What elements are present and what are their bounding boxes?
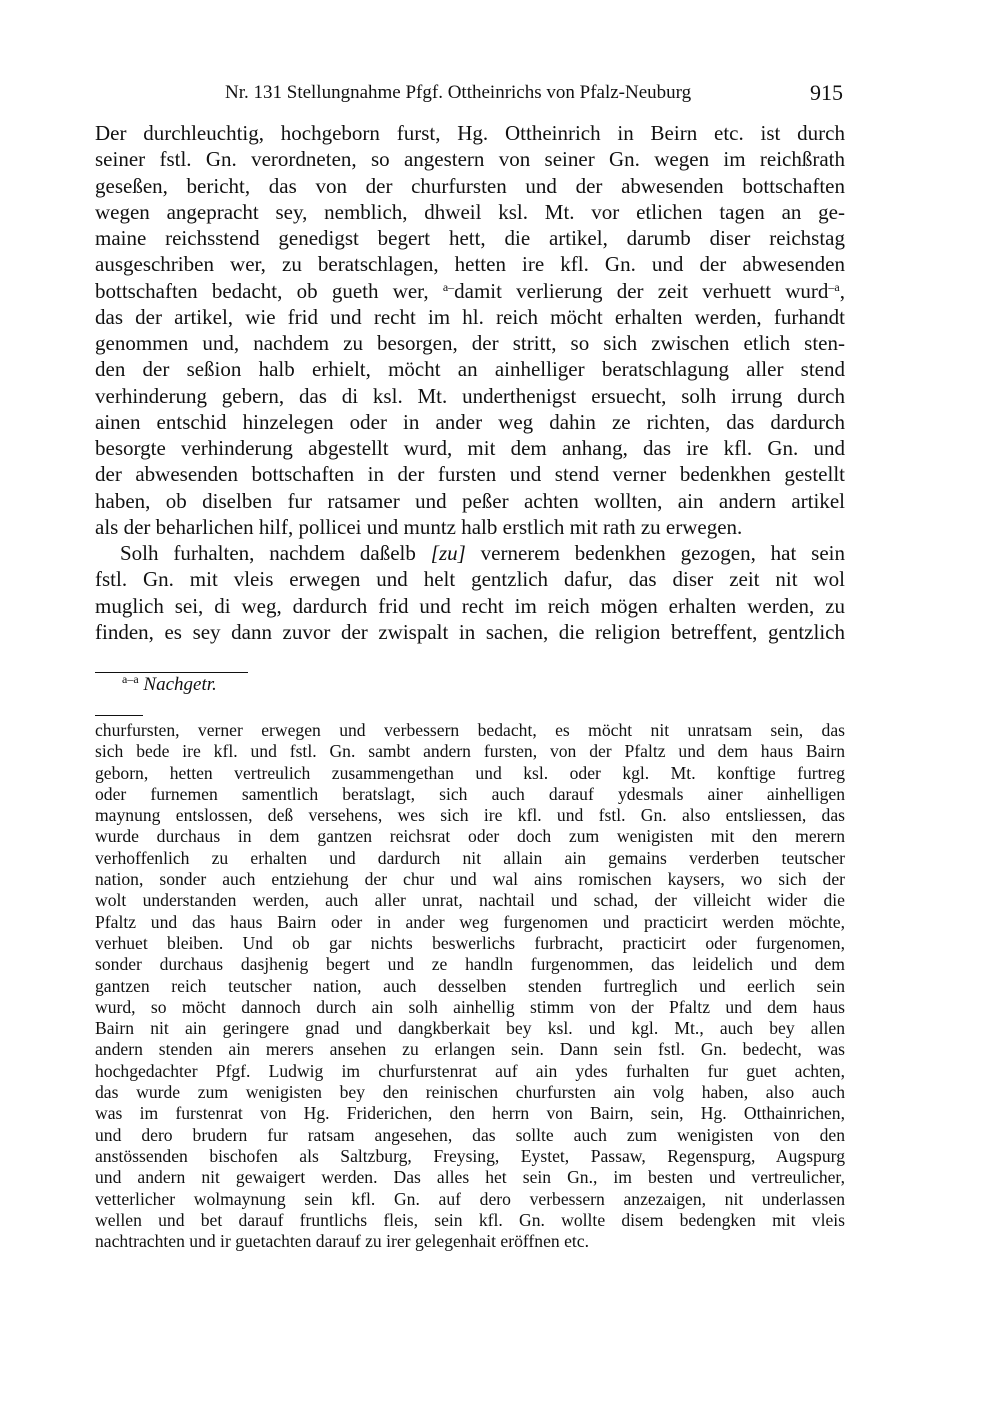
note-line: das wurde zum wenigisten bey den reinischen churfursten ain volg haben, also auch: [95, 1082, 845, 1103]
note-line: hochgedachter Pfgf. Ludwig im churfurstenrat auf ain ydes furhalten fur guet achten,: [95, 1060, 845, 1081]
footnote-text: Nachgetr.: [143, 674, 217, 695]
note-line: geborn, hetten vertreulich zusammengethan und ksl. oder kgl. Mt. konftige furtreg: [95, 762, 845, 783]
note-line: sonder durchaus dasjhenig begert und ze handln furgenommen, das leidelich und dem: [95, 954, 845, 975]
footnote: [122, 674, 217, 696]
note-line: andern stenden ain merers ansehen zu erlangen sein. Dann sein fstl. Gn. bedecht, was: [95, 1039, 845, 1060]
note-line: maynung entslossen, deß versehens, wes sich ire kfl. und fstl. Gn. also entsliessen, das: [95, 805, 845, 826]
note-line: Pfaltz und das haus Bairn oder in ander weg furgenomen und practicirt werden möchte,: [95, 911, 845, 932]
main-text: [95, 120, 845, 645]
text-line: besorgte verhinderung abgestellt wurd, mit dem anhang, das ire kfl. Gn. und: [95, 436, 845, 460]
text-line: genommen und, nachdem zu besorgen, der stritt, so sich zwischen etlich sten-: [95, 331, 845, 355]
running-header: [95, 80, 845, 108]
text-line: verhinderung gebern, das di ksl. Mt. underthenigst ersuecht, solh irrung durch: [95, 383, 845, 408]
note-line: vetterlicher wolmaynung sein kfl. Gn. auf dero verbessern anzezaigen, nit underlassen: [95, 1188, 845, 1209]
footnote-divider: [95, 672, 248, 673]
note-line: was im furstenrat von Hg. Friderichen, den herrn von Bairn, sein, Hg. Otthainrichen,: [95, 1103, 845, 1124]
editorial-insertion: [zu]: [430, 541, 466, 565]
text-segment: Solh furhalten, nachdem daßelb: [120, 541, 416, 565]
note-line: und andern nit gewaigert werden. Das alles het sein Gn., im besten und vertreulicher,: [95, 1167, 845, 1188]
page-number: 915: [810, 80, 843, 105]
text-line: Der durchleuchtig, hochgeborn furst, Hg. Ottheinrich in Beirn etc. ist durch: [95, 121, 845, 145]
text-segment: bottschaften bedacht, ob gueth wer,: [95, 278, 429, 303]
note-line: churfursten, verner erwegen und verbessern bedacht, es möcht nit unratsam sein, das: [95, 720, 845, 740]
text-line-with-variant: [95, 278, 845, 304]
note-line: wellen und bet darauf fruntlichs fleis, sein kfl. Gn. wollte disem bedengken mit vleis: [95, 1209, 845, 1230]
note-line: verhuet bleiben. Und ob gar nichts beswerlichs furbracht, practicirt oder furgenomen,: [95, 932, 845, 953]
text-line: fstl. Gn. mit vleis erwegen und helt gentzlich dafur, das diser zeit nit wol: [95, 567, 845, 592]
variant-marker-open: a–: [442, 279, 455, 294]
note-line: gantzen reich teutscher nation, auch desselben stenden furtreglich und eerlich sein: [95, 975, 845, 996]
text-line: geseßen, bericht, das von der churfursten und der abwesenden bottschaften: [95, 173, 845, 198]
continued-note: [95, 720, 845, 1252]
note-line: wurde durchaus in dem gantzen reichsrat oder doch zum wenigisten mit den merern: [95, 826, 845, 847]
running-title: Nr. 131 Stellungnahme Pfgf. Ottheinrichs von Pfalz-Neuburg: [225, 82, 692, 103]
text-line: seiner fstl. Gn. verordneten, so angestern von seiner Gn. wegen im reichßrath: [95, 147, 845, 172]
text-line: den der seßion halb erhielt, möcht an ainhelliger beratschlagung aller stend: [95, 357, 845, 382]
note-line: wurd, so möcht dannoch durch ain solh ainhellig stimm von der Pfaltz und dem haus: [95, 996, 845, 1017]
text-line: als der beharlichen hilf, pollicei und muntz halb erstlich mit rath zu erwegen.: [95, 514, 743, 539]
text-line: muglich sei, di weg, dardurch frid und recht im reich mögen erhalten werden, zu: [95, 593, 845, 618]
text-line-with-insertion: [95, 540, 845, 566]
footnote-mark: a–a: [122, 672, 139, 686]
note-line: nation, sonder auch entziehung der chur und wal ains romischen kaysers, wo sich der: [95, 869, 845, 890]
text-segment: ,: [839, 278, 845, 303]
note-divider: [95, 715, 143, 716]
variant-marker-close: –a: [828, 279, 840, 294]
text-line: finden, es sey dann zuvor der zwispalt in sachen, die religion betreffent, gentzlich: [95, 619, 845, 644]
text-segment: vernerem bedenkhen gezogen, hat sein: [480, 541, 845, 565]
text-line: das der artikel, wie frid und recht im hl. reich möcht erhalten werden, furhandt: [95, 304, 845, 329]
note-line: wolt understanden werden, auch aller unrat, nachtail und schad, der villeicht wider die: [95, 890, 845, 911]
note-line: anstössenden bischofen als Saltzburg, Freysing, Eystet, Passaw, Regenspurg, Augspurg: [95, 1145, 845, 1166]
note-line: und dero brudern fur ratsam angesehen, das sollte auch zum wenigisten von den: [95, 1124, 845, 1145]
note-line: sich bede ire kfl. und fstl. Gn. sambt andern fursten, von der Pfaltz und dem haus Bairn: [95, 741, 845, 762]
note-line: nachtrachten und ir guetachten darauf zu irer gelegenhait eröffnen etc.: [95, 1231, 589, 1252]
text-line: ausgeschriben wer, zu beratschlagen, hetten ire kfl. Gn. und der abwesenden: [95, 252, 845, 277]
text-line: ainen entschid hinzelegen oder in ander weg dahin ze richten, das dardurch: [95, 409, 845, 434]
note-line: Bairn nit ain geringere gnad und dangkberkait bey ksl. und kgl. Mt., auch bey allen: [95, 1018, 845, 1039]
note-line: oder furnemen samentlich beratslagt, sich auch darauf ydesmals ainer ainhelligen: [95, 783, 845, 804]
text-line: haben, ob diselben fur ratsamer und peßer achten wollten, ain andern artikel: [95, 488, 845, 513]
text-segment: damit verlierung der zeit verhuett wurd: [454, 278, 829, 303]
text-line: der abwesenden bottschaften in der fursten und stend verner bedenkhen gestellt: [95, 462, 845, 487]
text-line: wegen angepracht sey, nemblich, dhweil ksl. Mt. vor etlichen tagen an ge-: [95, 199, 845, 224]
text-line: maine reichsstend genedigst begert hett, die artikel, darumb diser reichstag: [95, 226, 845, 250]
note-line: verhoffenlich zu erhalten und dardurch nit allain ain gemains verderben teutscher: [95, 847, 845, 868]
